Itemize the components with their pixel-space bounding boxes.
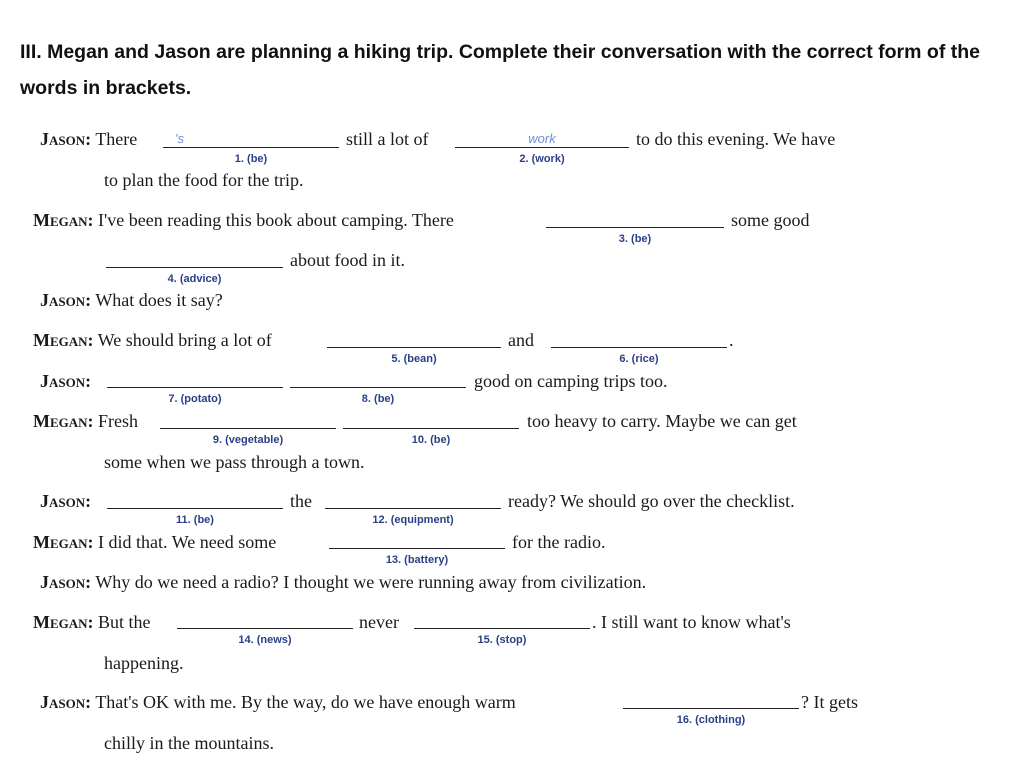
hint-12: 12. (equipment) [372,514,454,526]
line-13-mid: never [359,612,399,632]
hint-3: 3. (be) [618,233,652,245]
line-15-end: ? It gets [801,692,858,712]
blank-6[interactable] [551,347,727,365]
line-6-text [33,328,272,352]
dialogue-text: That's OK with me. By the way, do we have enough warm [95,692,516,712]
line-3-end: some good [731,210,810,230]
hint-1: 1. (be) [234,153,268,165]
blank-16[interactable] [623,708,799,726]
line-9-text: some when we pass through a town. [104,452,365,472]
line-15-text [40,690,516,714]
dialogue-text: But the [98,612,151,632]
line-3-text [33,208,454,232]
line-13-end: . I still want to know what's [592,612,791,632]
line-8-text [33,409,138,433]
hint-14: 14. (news) [238,634,292,646]
line-12-text [40,570,646,594]
blank-7[interactable] [107,387,283,405]
line-2-text: to plan the food for the trip. [104,170,304,190]
blank-4[interactable] [106,267,283,285]
blank-13[interactable] [329,548,505,566]
line-7-speaker [40,369,91,393]
line-16-text: chilly in the mountains. [104,733,274,753]
blank-8[interactable] [290,387,466,405]
speaker-megan: Megan: [33,612,94,632]
hint-16: 16. (clothing) [676,714,746,726]
line-10-mid: the [290,491,312,511]
line-1-end: to do this evening. We have [636,129,836,149]
speaker-jason: Jason: [40,290,92,310]
line-10-speaker [40,489,91,513]
hint-5: 5. (bean) [391,353,437,365]
line-1-mid: still a lot of [346,129,429,149]
blank-9[interactable] [160,428,336,446]
dialogue-text: Fresh [98,411,139,431]
line-1-text [40,127,137,151]
dialogue-text: I've been reading this book about camping. There [98,210,454,230]
dialogue-text: There [95,129,138,149]
blank-3[interactable] [546,227,724,245]
answer-2: work [528,131,556,146]
blank-10[interactable] [343,428,519,446]
hint-13: 13. (battery) [385,554,449,566]
speaker-megan: Megan: [33,532,94,552]
line-13-text [33,610,151,634]
hint-6: 6. (rice) [619,353,659,365]
speaker-jason: Jason: [40,692,92,712]
line-6-mid: and [508,330,534,350]
speaker-jason: Jason: [40,572,92,592]
line-6-end: . [729,330,734,350]
blank-2[interactable] [455,131,629,165]
speaker-jason: Jason: [40,371,92,391]
blank-15[interactable] [414,628,590,646]
speaker-megan: Megan: [33,411,94,431]
speaker-megan: Megan: [33,330,94,350]
line-4-text: about food in it. [290,250,405,270]
hint-10: 10. (be) [411,434,451,446]
blank-5[interactable] [327,347,501,365]
blank-12[interactable] [325,508,501,526]
answer-1: 's [175,131,184,146]
hint-11: 11. (be) [176,514,214,526]
speaker-jason: Jason: [40,491,92,511]
dialogue-text: Why do we need a radio? I thought we were running away from civilization. [95,572,647,592]
line-11-end: for the radio. [512,532,606,552]
line-11-text [33,530,276,554]
blank-14[interactable] [177,628,353,646]
speaker-jason: Jason: [40,129,92,149]
hint-8: 8. (be) [361,393,395,405]
hint-4: 4. (advice) [167,273,222,285]
blank-1[interactable] [163,131,339,165]
hint-2: 2. (work) [519,153,565,165]
line-8-end: too heavy to carry. Maybe we can get [527,411,797,431]
dialogue-text: I did that. We need some [98,532,277,552]
speaker-megan: Megan: [33,210,94,230]
line-10-end: ready? We should go over the checklist. [508,491,795,511]
hint-7: 7. (potato) [168,393,222,405]
line-14-text: happening. [104,653,184,673]
line-5-text [40,288,223,312]
hint-15: 15. (stop) [477,634,527,646]
dialogue-text: What does it say? [95,290,223,310]
exercise-instruction: III. Megan and Jason are planning a hiking trip. Complete their conversation with the correct form of the words in brackets. [20,41,980,99]
dialogue-text: We should bring a lot of [97,330,272,350]
hint-9: 9. (vegetable) [212,434,284,446]
line-7-text: good on camping trips too. [474,371,668,391]
blank-11[interactable] [107,508,283,526]
